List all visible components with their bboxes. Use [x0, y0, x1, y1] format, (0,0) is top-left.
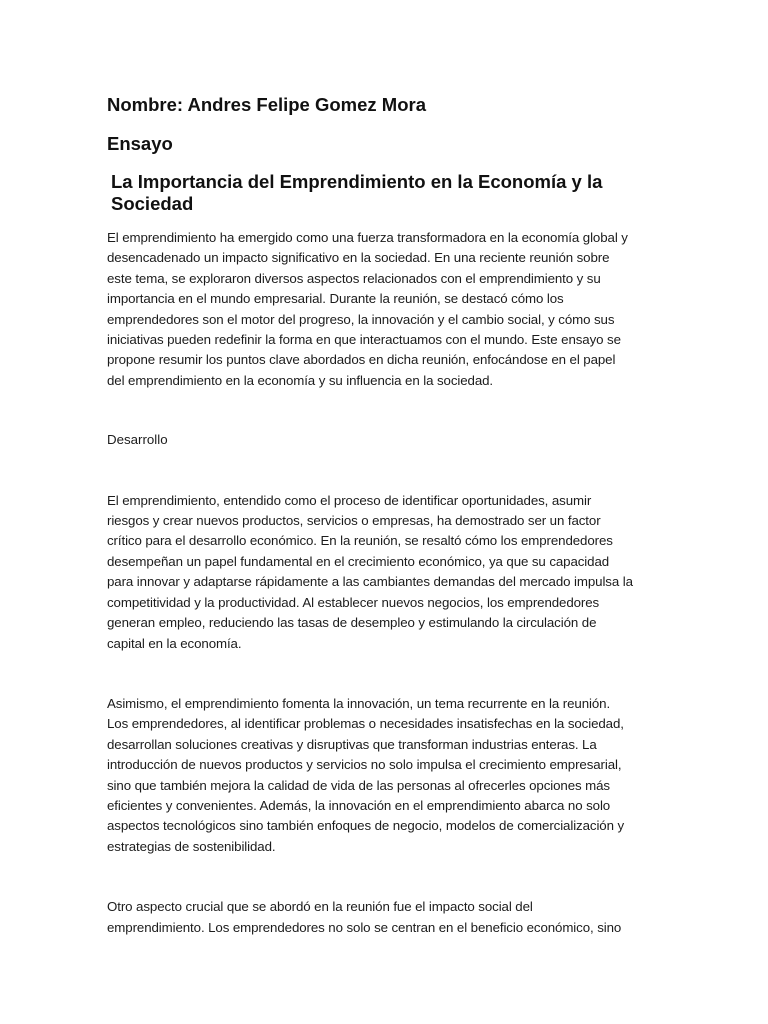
text-line: El emprendimiento ha emergido como una fuerza transformadora en la economía global y [107, 230, 628, 245]
essay-title: La Importancia del Emprendimiento en la Economía y la Sociedad [111, 171, 603, 214]
text-line: Otro aspecto crucial que se abordó en la reunión fue el impacto social del [107, 899, 533, 915]
text-line: importancia en el mundo empresarial. Durante la reunión, se destacó cómo los [107, 291, 564, 307]
intro-paragraph [107, 228, 668, 391]
text-line: eficientes y convenientes. Además, la innovación en el emprendimiento abarca no solo [107, 797, 611, 813]
section-heading-desarrollo: Desarrollo [107, 432, 168, 448]
text-line: estrategias de sostenibilidad. [107, 838, 276, 854]
text-line: desencadenado un impacto significativo en la sociedad. En una reciente reunión sobre [107, 250, 610, 266]
text-line: iniciativas pueden redefinir la forma en que interactuamos con el mundo. Este ensayo se [107, 332, 621, 348]
text-line: capital en la economía. [107, 635, 242, 651]
text-line: generan empleo, reduciendo las tasas de desempleo y estimulando la circulación de [107, 615, 597, 631]
text-line: emprendedores son el motor del progreso, la innovación y el cambio social, y cómo sus [107, 311, 615, 327]
document-type: Ensayo [107, 133, 173, 154]
text-line: introducción de nuevos productos y servicios no solo impulsa el crecimiento empresarial, [107, 757, 622, 773]
author-name: Nombre: Andres Felipe Gomez Mora [107, 94, 427, 115]
body-paragraph [107, 491, 668, 654]
text-line: propone resumir los puntos clave abordados en dicha reunión, enfocándose en el papel [107, 352, 616, 368]
text-line: El emprendimiento, entendido como el proceso de identificar oportunidades, asumir [107, 492, 592, 508]
text-line: competitividad y la productividad. Al establecer nuevos negocios, los emprendedores [107, 594, 600, 610]
text-line: crítico para el desarrollo económico. En la reunión, se resaltó cómo los emprendedores [107, 533, 613, 549]
text-line: Asimismo, el emprendimiento fomenta la innovación, un tema recurrente en la reunión. [107, 695, 611, 711]
body-paragraph [107, 897, 668, 938]
text-line: sino que también mejora la calidad de vida de las personas al ofrecerles opciones más [107, 777, 610, 793]
body-paragraph [107, 694, 668, 857]
text-line: desarrollan soluciones creativas y disruptivas que transforman industrias enteras. La [107, 736, 597, 752]
text-line: del emprendimiento en la economía y su influencia en la sociedad. [107, 372, 493, 388]
text-line: este tema, se exploraron diversos aspectos relacionados con el emprendimiento y su [107, 270, 601, 286]
text-line: emprendimiento. Los emprendedores no solo se centran en el beneficio económico, sino [107, 919, 622, 935]
text-line: aspectos tecnológicos sino también enfoques de negocio, modelos de comercialización y [107, 818, 625, 834]
text-line: para innovar y adaptarse rápidamente a las cambiantes demandas del mercado impulsa la [107, 574, 633, 590]
text-line: riesgos y crear nuevos productos, servicios o empresas, ha demostrado ser un factor [107, 513, 601, 529]
text-line: Los emprendedores, al identificar problemas o necesidades insatisfechas en la sociedad, [107, 716, 624, 732]
text-line: desempeñan un papel fundamental en el crecimiento económico, ya que su capacidad [107, 553, 610, 569]
